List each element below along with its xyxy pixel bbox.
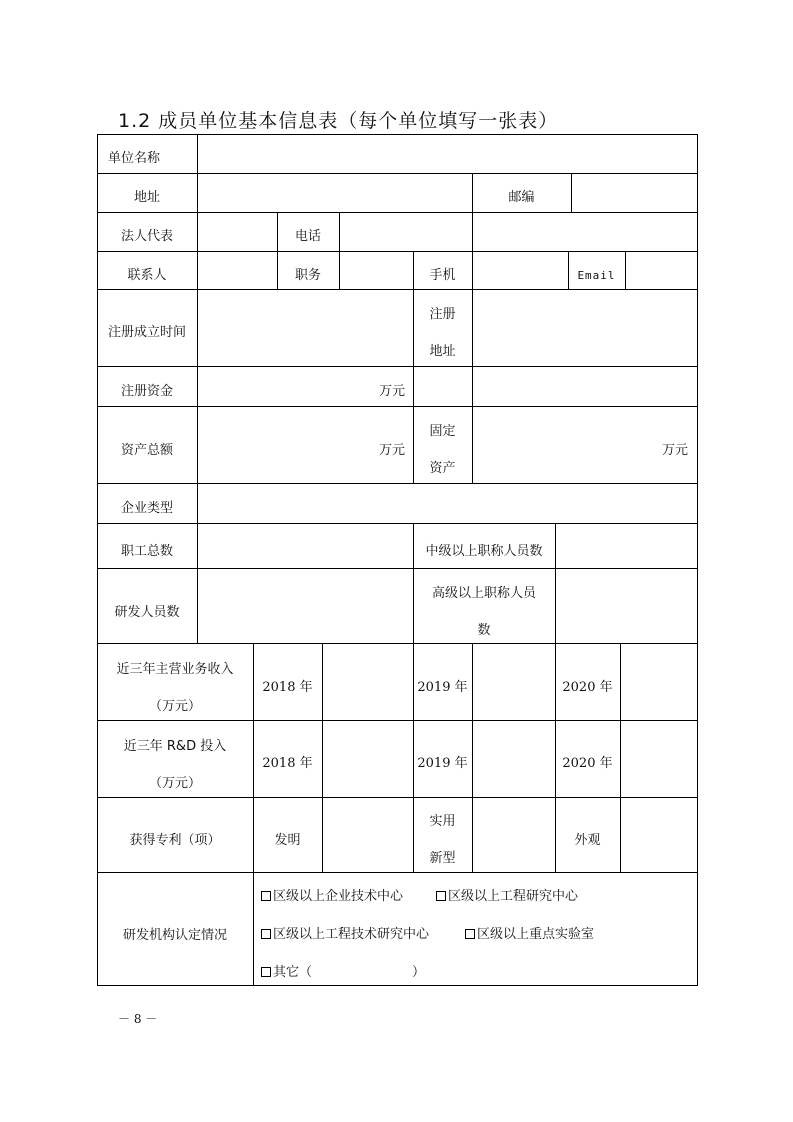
label-rd-staff: 研发人员数: [114, 605, 180, 620]
option-other[interactable]: [261, 962, 425, 983]
legal-rep-field[interactable]: [199, 214, 276, 250]
option-key-laboratory[interactable]: [465, 925, 594, 945]
label-rd-input-1: 近三年 R&D 投入: [123, 739, 227, 754]
checkbox-icon[interactable]: [436, 891, 446, 901]
unit-fixed-assets: 万元: [661, 443, 688, 458]
label-total-staff: 职工总数: [120, 544, 173, 559]
table-rule-vertical: [697, 134, 698, 986]
label-reg-addr-1: 注册: [429, 307, 456, 322]
table-rule-horizontal: [97, 872, 698, 873]
rd-2019-field[interactable]: [474, 722, 554, 796]
label-fixed-assets-2: 资产: [429, 461, 456, 476]
mobile-field[interactable]: [474, 253, 567, 288]
label-legal-rep: 法人代表: [120, 229, 173, 244]
label-revenue-2019: 2019 年: [417, 680, 468, 695]
label-reg-capital: 注册资金: [120, 384, 173, 399]
design-field[interactable]: [622, 799, 696, 871]
revenue-2019-field[interactable]: [474, 645, 554, 719]
option-other-label: 其它（: [273, 965, 313, 980]
unit-total-assets: 万元: [378, 443, 405, 458]
label-address: 地址: [133, 190, 160, 205]
total-assets-field[interactable]: [199, 408, 412, 482]
revenue-2020-field[interactable]: [622, 645, 696, 719]
label-design: 外观: [574, 833, 601, 848]
label-invention: 发明: [274, 833, 301, 848]
option-enterprise-tech-center[interactable]: [261, 887, 403, 907]
label-fixed-assets-1: 固定: [429, 424, 456, 439]
unit-reg-capital: 万元: [378, 384, 405, 399]
option-label: 区级以上工程研究中心: [448, 889, 579, 904]
label-senior-title-2: 数: [477, 623, 491, 638]
label-revenue-1: 近三年主营业务收入: [116, 662, 234, 677]
postcode-field[interactable]: [573, 175, 696, 211]
invention-field[interactable]: [324, 799, 412, 871]
label-rd-institutions: 研发机构认定情况: [122, 928, 227, 943]
option-label: 区级以上工程技术研究中心: [273, 927, 430, 942]
reg-addr-field[interactable]: [474, 291, 696, 365]
label-reg-time: 注册成立时间: [107, 325, 186, 340]
rd-2018-field[interactable]: [324, 722, 412, 796]
label-senior-title-1: 高级以上职称人员: [431, 586, 536, 601]
label-position: 职务: [294, 268, 321, 283]
checkbox-icon[interactable]: [465, 929, 475, 939]
other-specify-field[interactable]: [312, 962, 412, 976]
senior-title-staff-field[interactable]: [557, 570, 696, 642]
reg-capital-field[interactable]: [199, 368, 412, 405]
label-reg-addr-2: 地址: [429, 344, 456, 359]
label-rd-2019: 2019 年: [417, 756, 468, 771]
label-total-assets: 资产总额: [120, 443, 173, 458]
email-field[interactable]: [627, 253, 696, 288]
checkbox-icon[interactable]: [261, 891, 271, 901]
page-number: － 8 －: [118, 1012, 158, 1026]
label-rd-input-2: （万元）: [148, 776, 201, 791]
checkbox-icon[interactable]: [261, 929, 271, 939]
label-unit-name: 单位名称: [108, 151, 161, 166]
option-engineering-tech-research-center[interactable]: [261, 925, 429, 945]
label-rd-2018: 2018 年: [262, 756, 313, 771]
option-engineering-research-center[interactable]: [436, 887, 578, 907]
reg-time-field[interactable]: [199, 291, 412, 365]
revenue-2018-field[interactable]: [324, 645, 412, 719]
option-label: 区级以上企业技术中心: [273, 889, 404, 904]
contact-field[interactable]: [199, 253, 276, 288]
label-postcode: 邮编: [508, 190, 535, 205]
phone-field[interactable]: [341, 214, 696, 250]
fixed-assets-field[interactable]: [474, 408, 696, 482]
position-field[interactable]: [341, 253, 412, 288]
label-mid-title-staff: 中级以上职称人员数: [425, 544, 543, 559]
label-revenue-2020: 2020 年: [562, 680, 613, 695]
rd-2020-field[interactable]: [622, 722, 696, 796]
label-phone: 电话: [294, 229, 321, 244]
address-field[interactable]: [199, 175, 471, 211]
label-utility-1: 实用: [429, 814, 456, 829]
unit-name-field[interactable]: [199, 136, 696, 172]
label-revenue-2018: 2018 年: [262, 680, 313, 695]
checkbox-icon[interactable]: [261, 967, 271, 977]
label-enterprise-type: 企业类型: [120, 501, 173, 516]
mid-title-staff-field[interactable]: [557, 525, 696, 567]
option-other-close: ）: [412, 965, 426, 980]
label-revenue-2: （万元）: [148, 699, 201, 714]
utility-field[interactable]: [474, 799, 554, 871]
option-label: 区级以上重点实验室: [477, 927, 595, 942]
label-patents: 获得专利（项）: [129, 833, 221, 848]
label-utility-2: 新型: [429, 851, 456, 866]
total-staff-field[interactable]: [199, 525, 412, 567]
enterprise-type-field[interactable]: [199, 485, 696, 522]
table-rule-horizontal: [97, 985, 698, 986]
label-contact: 联系人: [127, 268, 167, 283]
rd-staff-field[interactable]: [199, 570, 412, 642]
form-title: 1.2 成员单位基本信息表（每个单位填写一张表）: [118, 110, 559, 132]
label-mobile: 手机: [429, 268, 456, 283]
label-rd-2020: 2020 年: [562, 756, 613, 771]
label-email: Email: [577, 269, 616, 282]
